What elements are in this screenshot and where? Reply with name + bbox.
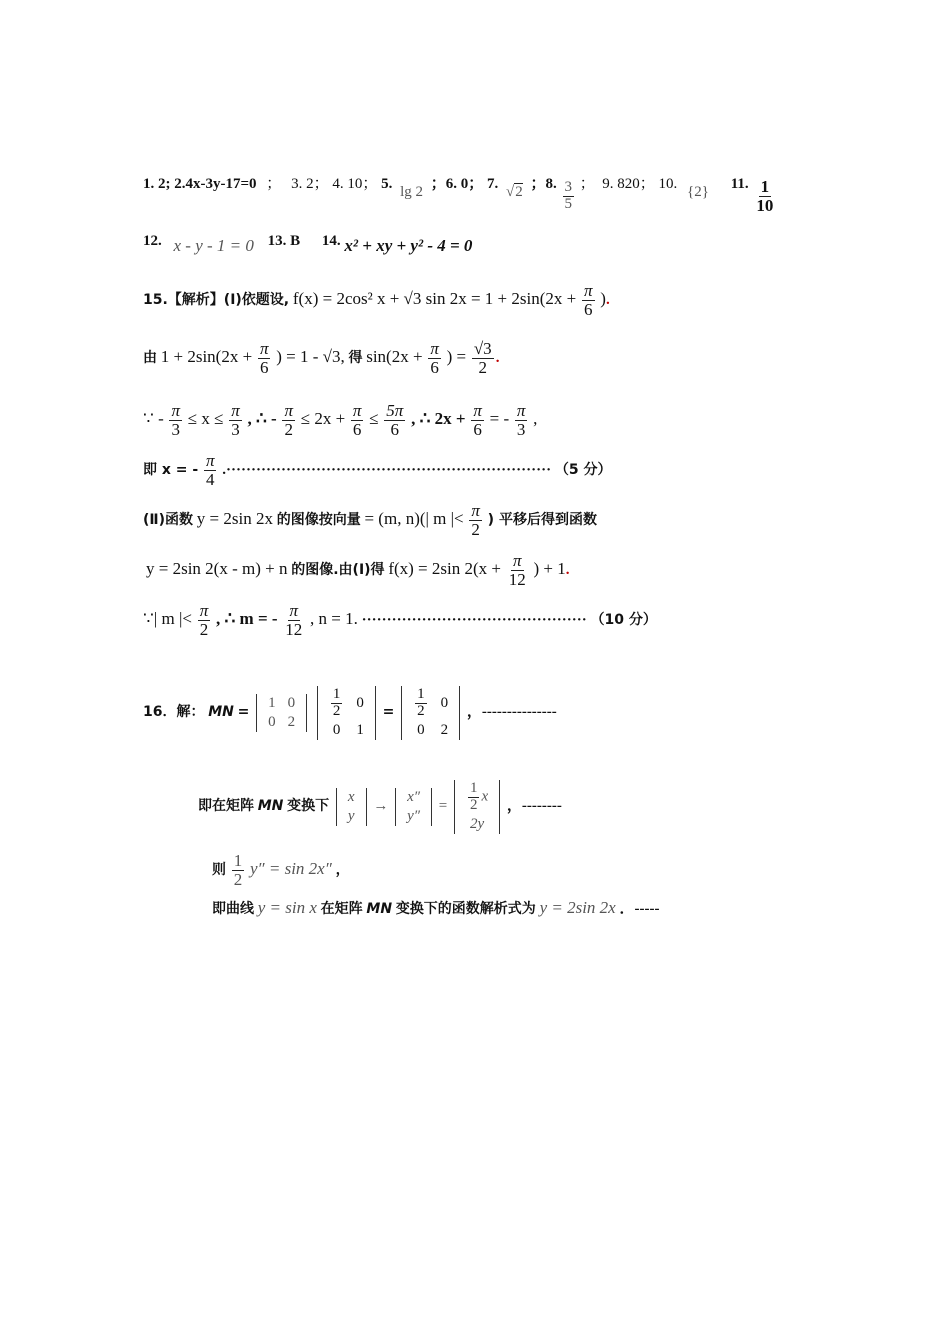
answers-line-2 — [143, 230, 473, 255]
q15-label: 15.【解析】(Ⅰ)依题设, — [143, 291, 290, 308]
q15-because: ∵ - — [143, 408, 164, 428]
q15-pi-over-3: $\frac{\pi}{3}$ — [171, 401, 181, 439]
q15-line-y: y = 2sin 2(x - m) + n — [146, 558, 288, 578]
q15-red-dot-3: . — [565, 561, 570, 578]
q16-matrix-n: $\frac{1}{2}$ 0 0 1 — [317, 686, 376, 740]
q16-eq3-tail: ， — [335, 861, 350, 878]
q15-pi-over-12: $\frac{\pi}{12}$ — [508, 551, 526, 589]
q15-vec: = (m, n)(| m |< — [364, 508, 464, 528]
answer-8-fraction: $\frac{3}{5}$ — [564, 179, 573, 212]
answer-5-value: lg 2 — [400, 183, 424, 200]
q15-ji: 即 x = - — [143, 461, 199, 478]
q15-line-7 — [143, 602, 657, 639]
answer-10-value: {2} — [687, 183, 709, 200]
answer-14-label: 14. — [321, 233, 341, 249]
answer-14-value: x² + xy + y² - 4 = 0 — [344, 236, 473, 255]
q16-line4e: y = 2sin 2x — [539, 898, 616, 917]
q15-line-2 — [143, 340, 499, 377]
q15-part2d: 的图像.由(Ⅰ)得 — [291, 561, 385, 578]
q15-therefore-1: , ∴ - — [247, 408, 277, 428]
q16-vector-xy2: x″ y″ — [395, 788, 432, 826]
answer-7-label: 7. — [487, 175, 499, 192]
q15-pi-over-6-d: $\frac{\pi}{6}$ — [352, 401, 362, 439]
q16-line-2 — [198, 780, 562, 834]
q16-line4a: 即曲线 — [212, 901, 254, 917]
q15-line-4 — [143, 452, 612, 489]
q15-pi-over-2-c: $\frac{\pi}{2}$ — [199, 601, 209, 639]
q15-pi-over-4: $\frac{\pi}{4}$ — [205, 451, 215, 489]
q16-line4c: 在矩阵 — [320, 901, 363, 917]
q16-line4d: 变换下的函数解析式为 — [395, 901, 536, 917]
q15-fx-equation: f(x) = 2cos² x + √3 sin 2x = 1 + 2sin(2x + — [292, 288, 577, 308]
answer-sep: ； — [266, 175, 282, 192]
q15-eq-neg: = - — [489, 408, 510, 428]
q15-eq2a: 1 + 2sin(2x + — [160, 346, 253, 366]
q15-dots-2: ············································· — [361, 611, 587, 628]
answer-2: 2.4x-3y-17=0 — [174, 175, 257, 192]
q16-line-3 — [212, 852, 350, 889]
q16-vector-xy: x y — [336, 788, 367, 826]
q15-line-5 — [143, 502, 597, 539]
q15-red-dot: . — [605, 291, 610, 308]
answer-3: 3. 2； — [291, 175, 329, 192]
q15-y2sin: y = 2sin 2x — [196, 508, 273, 528]
q15-pi-over-3-b: $\frac{\pi}{3}$ — [231, 401, 240, 439]
q16-mn-3: MN — [366, 901, 393, 917]
q15-because-2: ∵| m |< — [143, 608, 192, 628]
answer-11-fraction: $\frac{1}{10}$ — [756, 177, 774, 215]
q16-half: $\frac{1}{2}$ — [233, 851, 243, 889]
q15-pi-over-6-e: $\frac{\pi}{6}$ — [473, 401, 482, 439]
q16-dashes-2: ，-------- — [506, 798, 562, 815]
q16-line2a: 即在矩阵 — [198, 798, 254, 815]
q16-line-4 — [212, 897, 659, 918]
q16-line4f: ．----- — [619, 901, 660, 917]
q15-pi-over-12-b: $\frac{\pi}{12}$ — [285, 601, 303, 639]
q15-part2a: (Ⅱ)函数 — [143, 511, 194, 528]
q15-pi-over-2: $\frac{\pi}{2}$ — [284, 401, 293, 439]
answers-line-1 — [143, 166, 777, 215]
answer-12-value: x - y - 1 = 0 — [173, 236, 254, 255]
q16-ze: 则 — [212, 861, 226, 878]
q15-therefore-3: , ∴ m = - — [215, 608, 278, 628]
q15-sqrt3-over-2: $\frac{√3}{2}$ — [473, 339, 492, 377]
q15-n1: , n = 1. — [310, 608, 358, 628]
q15-de: 得 — [348, 349, 363, 366]
q15-eq2b: ) = 1 - √3, — [276, 346, 345, 366]
q16-line4b: y = sin x — [257, 898, 317, 917]
q15-plus1: ) + 1 — [533, 558, 566, 578]
answer-9: ； 9. 820； — [579, 175, 655, 192]
answer-7-value: √2 — [506, 183, 523, 200]
q15-le: ≤ — [369, 408, 379, 428]
q15-therefore-2: , ∴ 2x + — [411, 408, 466, 428]
q16-mn: MN — [208, 704, 234, 721]
q15-score-1: （5 分） — [554, 461, 612, 478]
q16-dashes-1: ，--------------- — [466, 704, 557, 721]
q15-pi-over-6-b: $\frac{\pi}{6}$ — [259, 339, 269, 377]
q15-red-dot-2: . — [495, 349, 500, 366]
answer-10-label: 10. — [658, 175, 678, 192]
answer-5-label: 5. — [381, 175, 393, 192]
q16-matrix-m: 1 0 0 2 — [256, 694, 307, 732]
q15-comma: , — [533, 408, 538, 428]
q15-part2b: 的图像按向量 — [276, 511, 361, 528]
answer-6: ；6. 0； — [430, 175, 484, 192]
answer-1: 1. 2; — [143, 175, 171, 192]
q15-score-2: （10 分） — [590, 611, 657, 628]
answer-4: 4. 10； — [332, 175, 378, 192]
q15-5pi-over-6: $\frac{5\pi}{6}$ — [386, 401, 404, 439]
q16-label: 16．解： — [143, 704, 205, 721]
answer-13: 13. B — [267, 233, 301, 249]
q16-line-1 — [143, 686, 557, 740]
answer-11-label: 11. — [730, 175, 749, 192]
q16-eq-3: = — [438, 798, 448, 815]
q15-le-x-le: ≤ x ≤ — [187, 408, 224, 428]
q15-le-2x: ≤ 2x + — [300, 408, 346, 428]
q15-pi-over-6-c: $\frac{\pi}{6}$ — [430, 339, 439, 377]
q15-eq2d: ) = — [446, 346, 467, 366]
q16-vector-result: $\frac{1}{2}$ x 2y — [454, 780, 500, 834]
answer-8-label: ；8. — [530, 175, 557, 192]
q15-line-6 — [146, 552, 569, 589]
q16-mn-2: MN — [257, 798, 284, 815]
q16-line2b: 变换下 — [287, 798, 330, 815]
q15-dots-1: .································································· — [222, 461, 552, 478]
q15-part2c: ) 平移后得到函数 — [487, 511, 597, 528]
q16-matrix-mn: $\frac{1}{2}$ 0 0 2 — [401, 686, 460, 740]
q15-paren: ) — [600, 288, 606, 308]
q15-line-1 — [143, 282, 610, 319]
q15-pi-over-3-c: $\frac{\pi}{3}$ — [516, 401, 526, 439]
q16-arrow: → — [373, 798, 389, 815]
q15-pi-over-2-b: $\frac{\pi}{2}$ — [471, 501, 480, 539]
answer-12-label: 12. — [143, 233, 162, 249]
q16-eq-2: = — [382, 704, 395, 721]
q15-line-3 — [143, 402, 537, 439]
q15-you: 由 — [143, 349, 157, 366]
q15-eq2c: sin(2x + — [366, 346, 423, 366]
q15-fx2: f(x) = 2sin 2(x + — [388, 558, 501, 578]
q16-eq3: y″ = sin 2x″ — [250, 858, 332, 878]
q16-eq: = — [237, 704, 250, 721]
q15-pi-over-6: $\frac{\pi}{6}$ — [583, 281, 593, 319]
